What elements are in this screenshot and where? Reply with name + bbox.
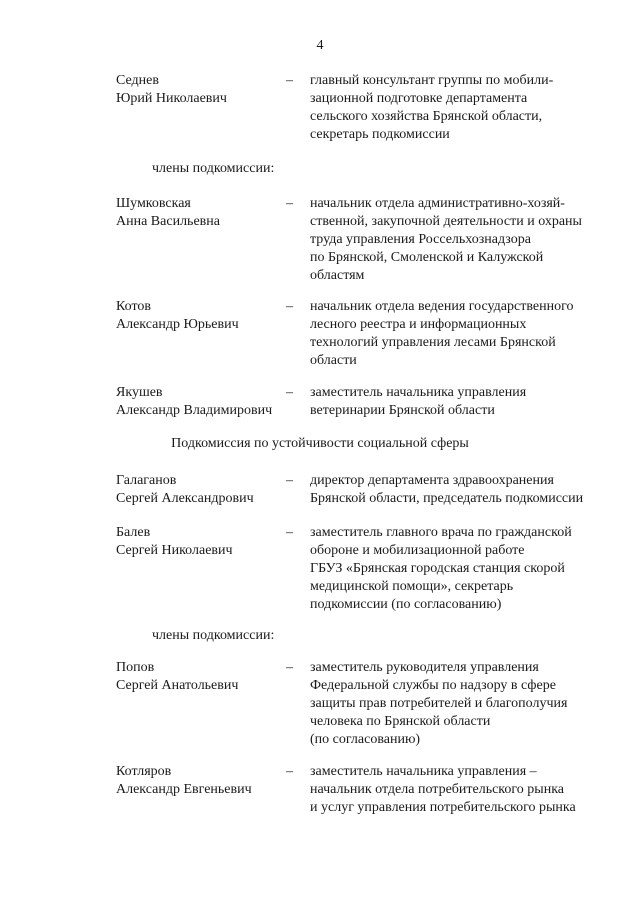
member-given-names: Юрий Николаевич <box>116 91 227 106</box>
member-surname: Балев <box>116 525 151 540</box>
dash-separator: – <box>286 473 293 488</box>
member-position <box>310 659 610 749</box>
position-line: главный консультант группы по мобили- <box>310 73 554 88</box>
member-surname: Шумковская <box>116 196 191 211</box>
member-name <box>116 763 286 799</box>
member-given-names: Сергей Анатольевич <box>116 678 239 693</box>
dash-separator: – <box>286 764 293 779</box>
position-line: труда управления Россельхознадзора <box>310 232 531 247</box>
position-line: защиты прав потребителей и благополучия <box>310 696 568 711</box>
member-surname: Седнев <box>116 73 159 88</box>
members-label: члены подкомиссии: <box>152 161 275 176</box>
position-line: начальник отдела административно-хозяй- <box>310 196 565 211</box>
position-line: подкомиссии (по согласованию) <box>310 597 502 612</box>
member-position <box>310 298 610 370</box>
position-line: заместитель начальника управления – <box>310 764 537 779</box>
member-given-names: Александр Владимирович <box>116 403 273 418</box>
dash-separator: – <box>286 196 293 211</box>
position-line: медицинской помощи», секретарь <box>310 579 514 594</box>
member-surname: Котов <box>116 299 151 314</box>
position-line: секретарь подкомиссии <box>310 127 450 142</box>
member-name <box>116 659 286 695</box>
position-line: Федеральной службы по надзору в сфере <box>310 678 556 693</box>
member-position <box>310 524 610 614</box>
member-surname: Галаганов <box>116 473 177 488</box>
section-heading: Подкомиссия по устойчивости социальной сферы <box>171 436 469 451</box>
member-name <box>116 72 286 108</box>
member-surname: Котляров <box>116 764 172 779</box>
position-line: лесного реестра и информационных <box>310 317 527 332</box>
member-name <box>116 384 286 420</box>
member-given-names: Сергей Николаевич <box>116 543 233 558</box>
position-line: начальник отдела потребительского рынка <box>310 782 564 797</box>
member-position <box>310 195 610 285</box>
member-name <box>116 524 286 560</box>
member-name <box>116 472 286 508</box>
dash-separator: – <box>286 385 293 400</box>
dash-separator: – <box>286 299 293 314</box>
dash-separator: – <box>286 660 293 675</box>
position-line: заместитель руководителя управления <box>310 660 539 675</box>
position-line: области <box>310 353 357 368</box>
member-position <box>310 763 610 817</box>
member-given-names: Анна Васильевна <box>116 214 220 229</box>
position-line: ветеринарии Брянской области <box>310 403 495 418</box>
position-line: начальник отдела ведения государственного <box>310 299 574 314</box>
page-number: 4 <box>316 38 324 53</box>
dash-separator: – <box>286 525 293 540</box>
member-given-names: Сергей Александрович <box>116 491 254 506</box>
member-position <box>310 72 610 144</box>
position-line: (по согласованию) <box>310 732 421 747</box>
position-line: человека по Брянской области <box>310 714 491 729</box>
member-position <box>310 384 610 420</box>
dash-separator: – <box>286 73 293 88</box>
member-surname: Попов <box>116 660 155 675</box>
member-surname: Якушев <box>116 385 163 400</box>
position-line: областям <box>310 268 365 283</box>
member-name <box>116 298 286 334</box>
position-line: технологий управления лесами Брянской <box>310 335 556 350</box>
position-line: и услуг управления потребительского рынка <box>310 800 576 815</box>
member-given-names: Александр Евгеньевич <box>116 782 252 797</box>
member-position <box>310 472 610 508</box>
member-name <box>116 195 286 231</box>
position-line: заместитель главного врача по гражданской <box>310 525 572 540</box>
position-line: ственной, закупочной деятельности и охраны <box>310 214 582 229</box>
position-line: Брянской области, председатель подкомиссии <box>310 491 584 506</box>
position-line: заместитель начальника управления <box>310 385 527 400</box>
position-line: директор департамента здравоохранения <box>310 473 554 488</box>
position-line: ГБУЗ «Брянская городская станция скорой <box>310 561 565 576</box>
position-line: обороне и мобилизационной работе <box>310 543 525 558</box>
member-given-names: Александр Юрьевич <box>116 317 239 332</box>
position-line: сельского хозяйства Брянской области, <box>310 109 543 124</box>
position-line: зационной подготовке департамента <box>310 91 528 106</box>
members-label: члены подкомиссии: <box>152 628 275 643</box>
position-line: по Брянской, Смоленской и Калужской <box>310 250 544 265</box>
